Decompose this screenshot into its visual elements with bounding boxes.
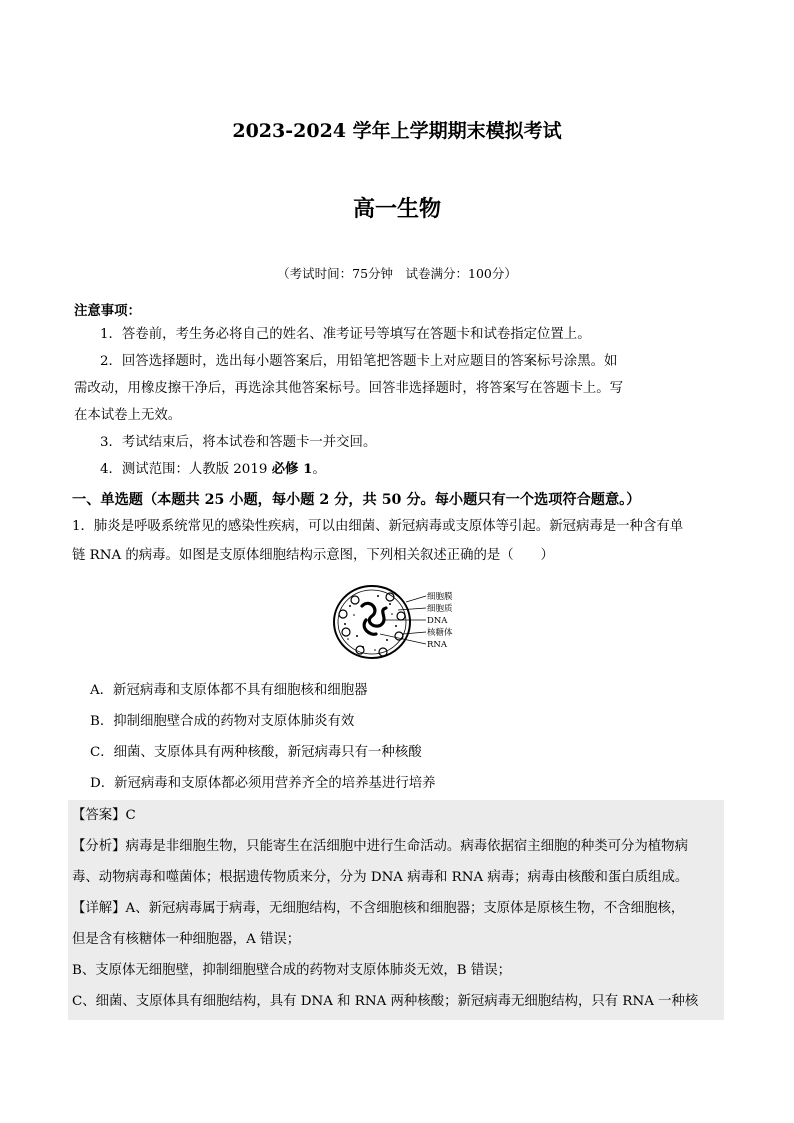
notice-item-4-suffix: 。	[312, 462, 326, 477]
detail-line-2: 但是含有核糖体一种细胞器，A 错误；	[72, 932, 301, 947]
answer-line: 【答案】C	[72, 808, 136, 823]
figure-label-cytoplasm: 细胞质	[427, 604, 453, 614]
analysis-line-1: 【分析】病毒是非细胞生物，只能寄生在活细胞中进行生命活动。病毒依据宿主细胞的种类可分为植物病	[72, 839, 688, 854]
notice-heading: 注意事项：	[74, 303, 141, 319]
question-1-stem-line-1: 1．肺炎是呼吸系统常见的感染性疾病，可以由细菌、新冠病毒或支原体等引起。新冠病毒是一种含有单	[72, 519, 684, 534]
figure-label-rna: RNA	[427, 640, 447, 650]
notice-item-3: 3．考试结束后，将本试卷和答题卡一并交回。	[100, 435, 377, 450]
detail-line-1: 【详解】A、新冠病毒属于病毒，无细胞结构，不含细胞核和细胞器；支原体是原核生物，不含细胞核，	[72, 901, 685, 916]
notice-item-2-line-2: 需改动，用橡皮擦干净后，再选涂其他答案标号。回答非选择题时，将答案写在答题卡上。写	[74, 381, 624, 396]
analysis-line-2: 毒、动物病毒和噬菌体；根据遗传物质来分，分为 DNA 病毒和 RNA 病毒；病毒由核酸和蛋白质组成。	[72, 870, 689, 885]
exam-title: 2023-2024 学年上学期期末模拟考试	[232, 120, 562, 142]
exam-subject: 高一生物	[352, 196, 441, 222]
option-a: A．新冠病毒和支原体都不具有细胞核和细胞器	[90, 683, 368, 698]
figure-label-membrane: 细胞膜	[427, 592, 453, 602]
question-1-stem-line-2: 链 RNA 的病毒。如图是支原体细胞结构示意图，下列相关叙述正确的是（ ）	[72, 548, 554, 563]
section-1-heading: 一、单选题（本题共 25 小题，每小题 2 分，共 50 分。每小题只有一个选项符合题意。）	[72, 492, 641, 508]
detail-line-4: C、细菌、支原体具有细胞结构，具有 DNA 和 RNA 两种核酸；新冠病毒无细胞结构，只有 RNA 一种核	[72, 994, 699, 1009]
figure-label-dna: DNA	[427, 616, 448, 626]
detail-line-3: B、支原体无细胞壁，抑制细胞壁合成的药物对支原体肺炎无效，B 错误；	[72, 963, 512, 978]
option-d: D．新冠病毒和支原体都必须用营养齐全的培养基进行培养	[90, 776, 436, 791]
option-b: B．抑制细胞壁合成的药物对支原体肺炎有效	[90, 714, 355, 729]
notice-item-4	[100, 463, 326, 476]
figure-label-ribosome: 核糖体	[427, 628, 453, 638]
notice-item-2-line-1: 2．回答选择题时，选出每小题答案后，用铅笔把答题卡上对应题目的答案标号涂黑。如	[100, 354, 618, 369]
notice-item-2-line-3: 在本试卷上无效。	[74, 408, 182, 423]
notice-item-1: 1．答卷前，考生务必将自己的姓名、准考证号等填写在答题卡和试卷指定位置上。	[100, 327, 591, 342]
notice-item-4-bold: 必修 1	[271, 461, 313, 477]
notice-item-4-prefix: 4．测试范围：人教版 2019	[100, 462, 272, 477]
mycoplasma-cell-figure	[330, 584, 460, 666]
option-c: C．细菌、支原体具有两种核酸，新冠病毒只有一种核酸	[90, 745, 422, 760]
exam-info: （考试时间：75分钟 试卷满分：100分）	[277, 266, 517, 281]
